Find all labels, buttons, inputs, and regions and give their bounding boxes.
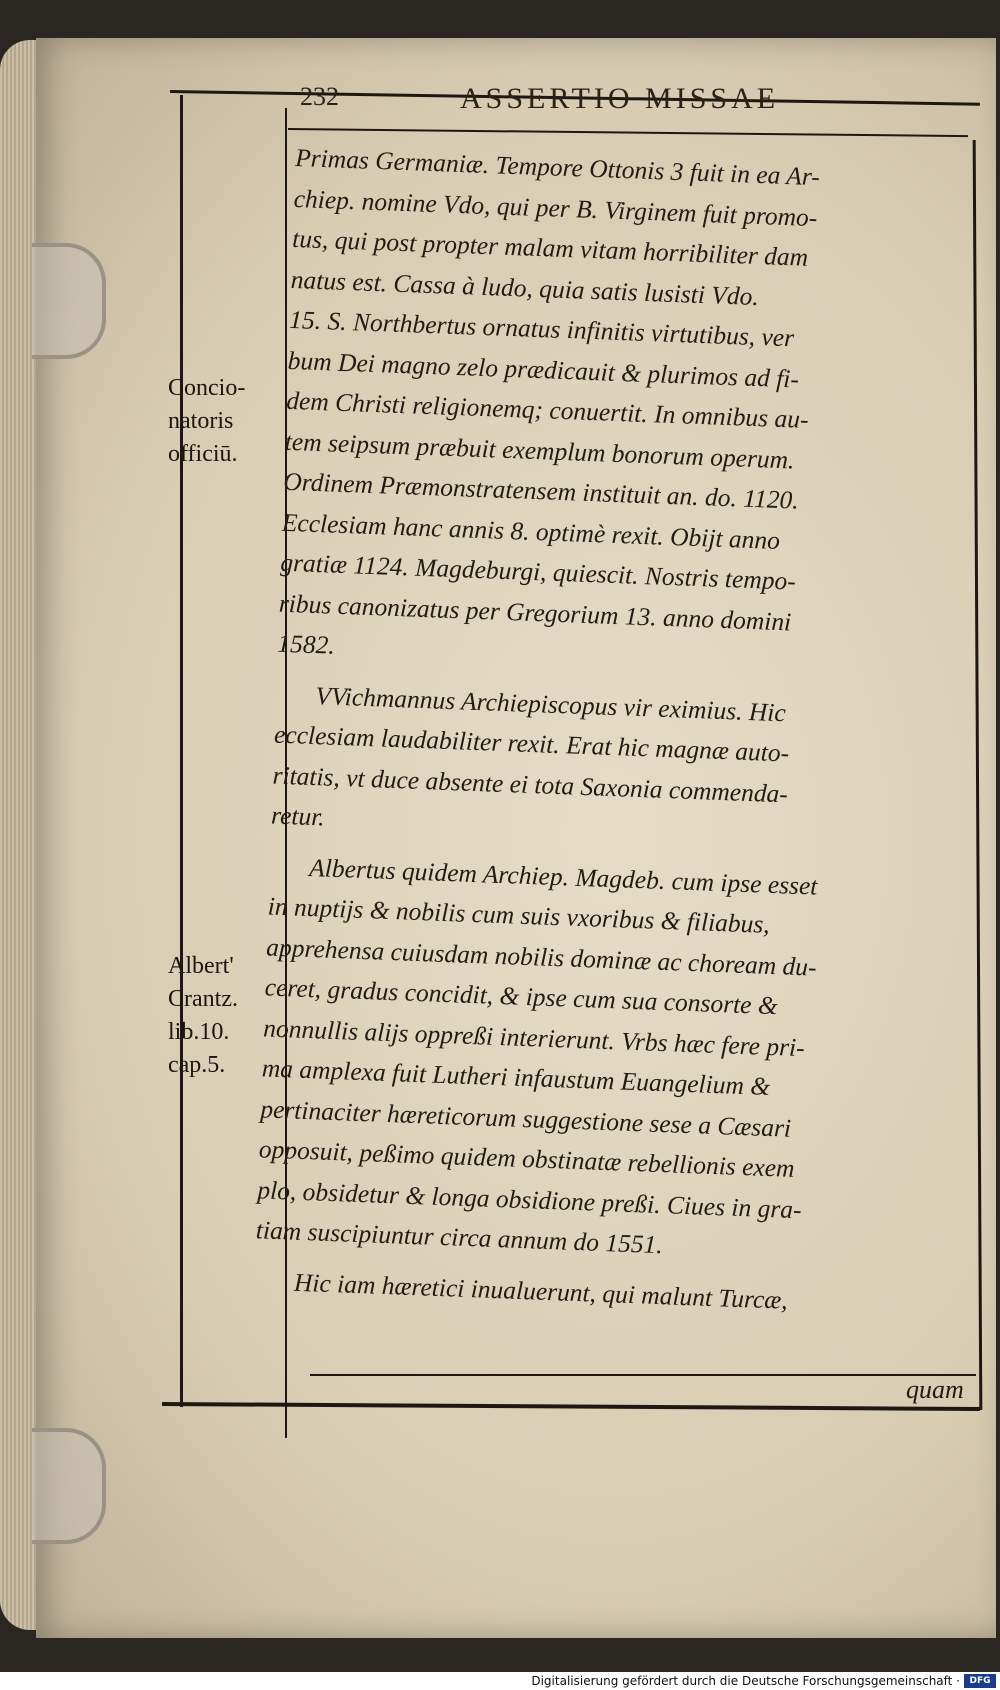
- margin-note-line: officiū.: [168, 441, 238, 467]
- text-line: in nuptijs & nobilis cum suis vxoribus & filiabus,: [267, 891, 771, 939]
- margin-note-line: Albert': [168, 953, 234, 979]
- text-line: pertinaciter hæreticorum suggestione sese a Cæsari: [259, 1093, 792, 1143]
- text-line: retur.: [270, 800, 326, 832]
- text-line: bum Dei magno zelo prædicauit & plurimos ad fi-: [287, 345, 800, 394]
- dfg-logo: DFG: [964, 1674, 996, 1688]
- text-line: Albertus quidem Archiep. Magdeb. cum ipse esset: [308, 852, 818, 901]
- paragraph-wichmannus: [270, 674, 965, 861]
- text-line: natus est. Cassa à ludo, quia satis lusisti Vdo.: [290, 264, 760, 311]
- book-clip-top: [32, 243, 106, 359]
- text-line: 15. S. Northbertus ornatus infinitis virtutibus, ver: [288, 304, 795, 353]
- text-line: Ecclesiam hanc annis 8. optimè rexit. Obijt anno: [281, 507, 781, 555]
- margin-note-crantz: [168, 950, 238, 1082]
- text-line: gratiæ 1124. Magdeburgi, quiescit. Nostris tempo-: [279, 547, 797, 596]
- footer-bar: [0, 1672, 1000, 1690]
- text-line: nonnullis alijs oppreßi interierunt. Vrbs hæc fere pri-: [262, 1012, 806, 1062]
- text-line: ecclesiam laudabiliter rexit. Erat hic magnæ auto-: [273, 719, 790, 768]
- text-line: tiam suscipiuntur circa annum do 1551.: [255, 1215, 664, 1260]
- text-line: plo, obsidetur & longa obsidione preßi. Ciues in gra-: [256, 1174, 803, 1224]
- margin-note-line: Concio-: [168, 375, 246, 401]
- margin-note-line: Crantz.: [168, 986, 238, 1012]
- text-line: Ordinem Præmonstratensem instituit an. do. 1120.: [282, 466, 800, 515]
- margin-note-line: natoris: [168, 408, 234, 434]
- running-title: ASSERTIO MISSAE: [460, 82, 780, 115]
- text-line: ritatis, vt duce absente ei tota Saxonia commenda-: [272, 760, 789, 808]
- text-line: VVichmannus Archiepiscopus vir eximius. Hic: [315, 680, 787, 727]
- text-line: Hic iam hæretici inualuerunt, qui malunt Turcæ,: [293, 1267, 789, 1315]
- text-line: opposuit, peßimo quidem obstinatæ rebellionis exem: [258, 1134, 796, 1183]
- text-line: Primas Germaniæ. Tempore Ottonis 3 fuit in ea Ar-: [294, 142, 821, 192]
- text-line: apprehensa cuiusdam nobilis dominæ ac choream du-: [265, 931, 818, 982]
- catchword: quam: [906, 1375, 964, 1404]
- text-line: ceret, gradus concidit, & ipse cum sua consorte &: [264, 972, 779, 1021]
- body-text: [253, 138, 985, 1327]
- margin-note-line: cap.5.: [168, 1052, 226, 1078]
- page-number: 232: [300, 82, 339, 111]
- text-line: 1582.: [276, 628, 336, 660]
- frame-left-rule: [180, 95, 183, 1407]
- book-clip-bottom: [32, 1428, 106, 1544]
- paragraph-albertus: [255, 846, 959, 1276]
- footer-rule: [310, 1374, 976, 1376]
- footer-credit: Digitalisierung gefördert durch die Deutsche Forschungsgemeinschaft ·: [531, 1674, 960, 1688]
- paragraph-primas: [290, 138, 985, 325]
- paragraph-northbertus: [277, 300, 980, 690]
- text-line: chiep. nomine Vdo, qui per B. Virginem fuit promo-: [293, 183, 818, 232]
- text-line: dem Christi religionemq; conuertit. In omnibus au-: [285, 385, 810, 434]
- text-line: tus, qui post propter malam vitam horribiliter dam: [291, 223, 809, 272]
- text-line: ribus canonizatus per Gregorium 13. anno domini: [278, 588, 792, 636]
- running-head: [300, 82, 960, 122]
- margin-note-line: lib.10.: [168, 1019, 230, 1045]
- text-line: tem seipsum præbuit exemplum bonorum operum.: [284, 426, 796, 474]
- text-line: ma amplexa fuit Lutheri infaustum Euangelium &: [261, 1053, 771, 1102]
- margin-note-concionatoris: [168, 372, 245, 471]
